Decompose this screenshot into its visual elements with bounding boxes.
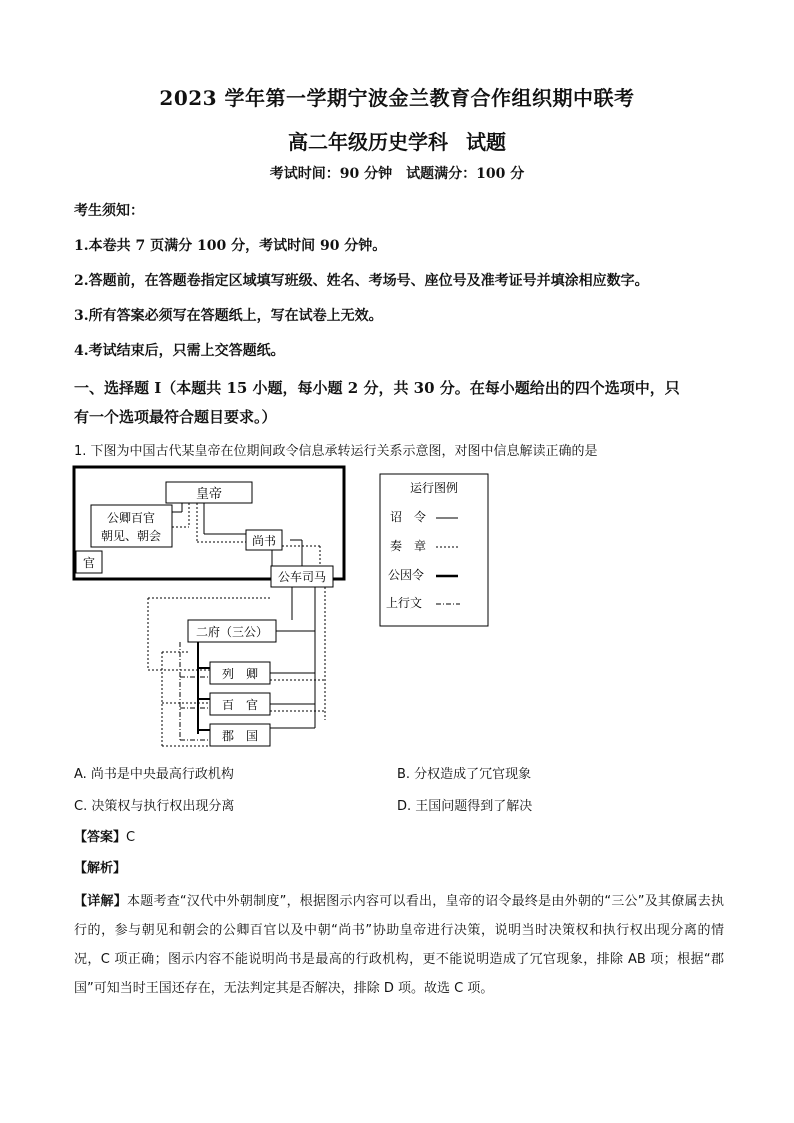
officials-label: 公卿百官: [106, 511, 156, 525]
subject-label: 高二年级历史学科: [288, 130, 448, 154]
exam-meta: [0, 163, 794, 183]
gongche-label: 公车司马: [277, 570, 327, 584]
option-a: A. 尚书是中央最高行政机构: [74, 767, 234, 782]
notice-heading: 考生须知：: [74, 203, 144, 219]
section-heading: 一、选择题 I（本题共 15 小题，每小题 2 分，共 30 分。在每小题给出的四个选项中，只: [74, 379, 680, 397]
notice-item: 3.所有答案必须写在答题纸上，写在试卷上无效。: [74, 308, 383, 324]
erfu-label: 二府（三公）: [195, 625, 269, 639]
shangshu-label: 尚书: [251, 534, 277, 548]
court-label: 朝见、朝会: [100, 529, 162, 543]
legend-label-order: 公因令: [388, 568, 425, 582]
detail-text: 本题考查“汉代中外朝制度”，根据图示内容可以看出，皇帝的诏令最终是由外朝的“三公”及其僚属去执行的，参与朝见和朝会的公卿百官以及中朝“尚书”协助皇帝进行决策，说明当时决策权和执行权出现分离的情况，C 项正确；图示内容不能说明尚书是最高的行政机构，更不能说明造成了冗官现象，排除 AB 项；根据“郡国”可知当时王国还存在，无法判定其是否解决，排除 D 项。故选 C 项。: [74, 894, 724, 996]
notice-item: 2.答题前，在答题卷指定区域填写班级、姓名、考场号、座位号及准考证号并填涂相应数字。: [74, 273, 649, 289]
notice-item: 4.考试结束后，只需上交答题纸。: [74, 343, 285, 359]
legend-title: 运行图例: [409, 481, 459, 495]
option-b: B. 分权造成了冗官现象: [397, 767, 532, 782]
paper-label: 试题: [466, 130, 506, 154]
legend-label-memorial: 奏 章: [390, 539, 427, 553]
baiguan-label: 百 官: [221, 698, 259, 712]
question-stem: 1. 下图为中国古代某皇帝在位期间政令信息承转运行关系示意图，对图中信息解读正确的是: [74, 444, 598, 459]
exam-score: 试题满分：100 分: [406, 166, 525, 182]
exam-title: 2023 学年第一学期宁波金兰教育合作组织期中联考: [159, 86, 635, 110]
option-d: D. 王国问题得到了解决: [397, 799, 533, 814]
analysis-label: 【解析】: [74, 861, 127, 876]
legend-label-edict: 诏 令: [390, 510, 427, 524]
guan-label: 官: [82, 556, 96, 570]
exam-time: 考试时间：90 分钟: [269, 166, 393, 182]
detail-paragraph: [74, 887, 724, 1003]
option-c: C. 决策权与执行权出现分离: [74, 799, 235, 814]
detail-label: 【详解】: [74, 894, 127, 909]
notice-item: 1.本卷共 7 页满分 100 分，考试时间 90 分钟。: [74, 238, 387, 254]
answer-line: [74, 826, 135, 845]
junguo-label: 郡 国: [221, 729, 259, 743]
emperor-label: 皇帝: [195, 487, 223, 502]
answer-label: 【答案】: [74, 830, 127, 845]
legend-label-report: 上行文: [386, 596, 423, 610]
answer-value: C: [126, 830, 136, 845]
section-heading-cont: 有一个选项最符合题目要求。）: [74, 408, 277, 426]
lieqing-label: 列 卿: [221, 667, 259, 681]
government-diagram: [70, 462, 500, 752]
exam-subtitle: [0, 126, 794, 155]
